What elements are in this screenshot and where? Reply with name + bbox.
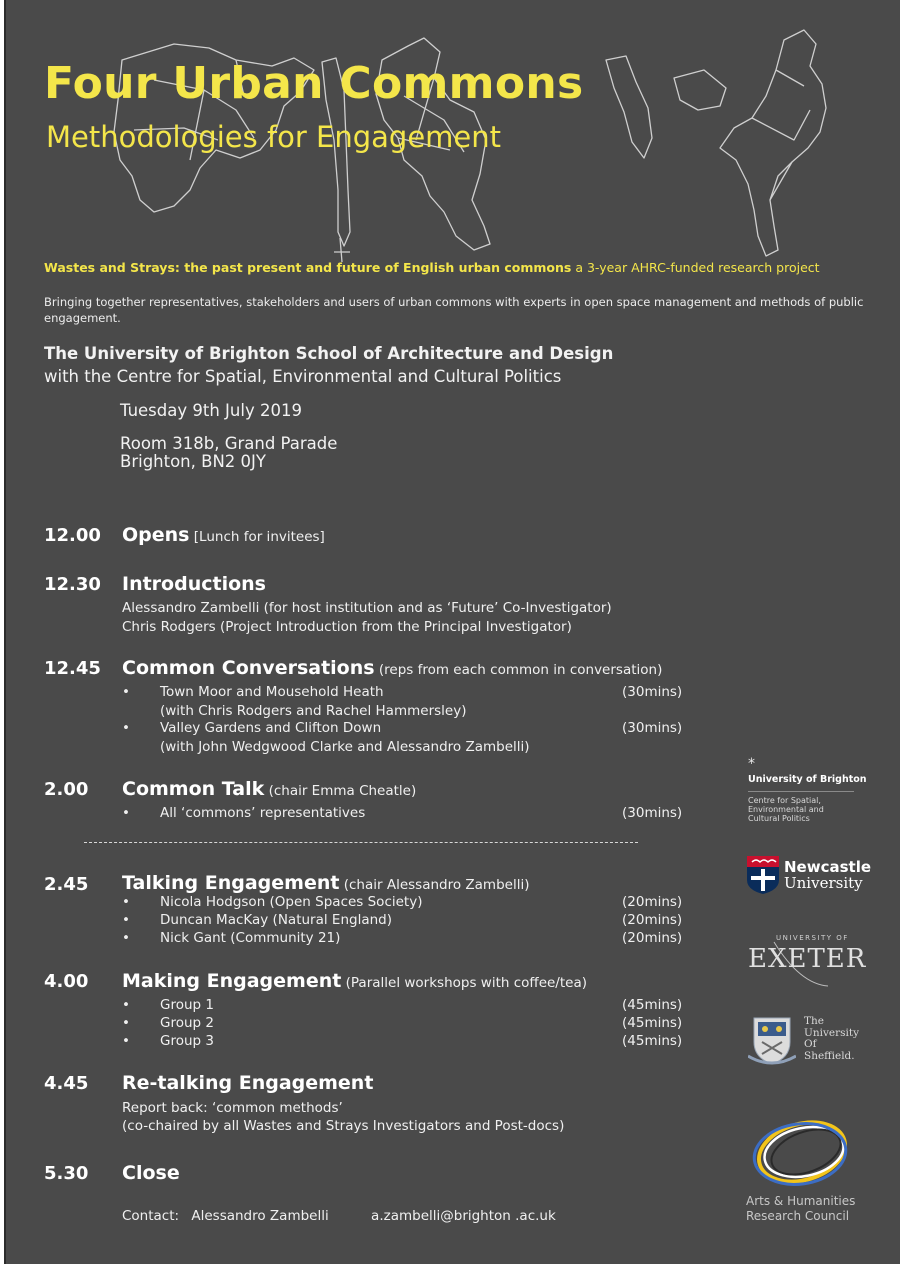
- sheffield-line: University: [804, 1026, 860, 1039]
- bullet-icon: •: [122, 997, 130, 1013]
- item-duration: (20mins): [622, 930, 683, 946]
- item-duration: (45mins): [622, 1015, 683, 1031]
- item-duration: (45mins): [622, 997, 683, 1013]
- ahrc-logo: [746, 1112, 870, 1223]
- contact-email[interactable]: a.zambelli@brighton .ac.uk: [371, 1208, 556, 1224]
- item-duration: (30mins): [622, 720, 683, 736]
- event-room: Room 318b, Grand Parade: [120, 434, 338, 453]
- bullet-icon: •: [122, 912, 130, 928]
- item-text: All ‘commons’ representatives: [160, 805, 366, 821]
- ahrc-line: Arts & Humanities: [746, 1194, 856, 1208]
- sheffield-name: [804, 1016, 859, 1062]
- session-title: Common Conversations: [122, 657, 375, 679]
- schedule-time: 12.30: [44, 574, 101, 595]
- session-title: Close: [122, 1162, 180, 1184]
- item-subtext: (with Chris Rodgers and Rachel Hammersley): [160, 703, 467, 719]
- project-description: a 3-year AHRC-funded research project: [571, 260, 820, 275]
- host-partner: with the Centre for Spatial, Environmental and Cultural Politics: [44, 367, 562, 386]
- schedule-time: 2.45: [44, 874, 89, 895]
- bullet-icon: •: [122, 805, 130, 821]
- sheffield-line: The: [804, 1015, 824, 1027]
- poster: [4, 0, 900, 1264]
- schedule-time: 4.45: [44, 1073, 89, 1094]
- ahrc-line: Research Council: [746, 1209, 850, 1223]
- item-duration: (30mins): [622, 684, 683, 700]
- contact-line: [122, 1208, 556, 1224]
- newcastle-crest-icon: [746, 856, 780, 894]
- schedule-time: 4.00: [44, 971, 89, 992]
- bullet-icon: •: [122, 720, 130, 736]
- brighton-rule: [748, 791, 854, 792]
- host-institution: The University of Brighton School of Architecture and Design: [44, 344, 614, 363]
- project-tagline: [44, 260, 820, 275]
- brighton-centre-line: Environmental and: [748, 805, 824, 814]
- session-title: Common Talk: [122, 778, 265, 800]
- schedule-time: 12.00: [44, 525, 101, 546]
- schedule-time: 2.00: [44, 779, 89, 800]
- schedule-time: 5.30: [44, 1163, 89, 1184]
- sheffield-logo: [748, 1014, 860, 1070]
- poster-title: Four Urban Commons: [44, 58, 584, 109]
- item-text: Town Moor and Mousehold Heath: [160, 684, 384, 700]
- session-note: (reps from each common in conversation): [374, 662, 663, 678]
- session-title: Introductions: [122, 573, 266, 595]
- newcastle-name: Newcastle: [784, 858, 872, 876]
- session-detail: Chris Rodgers (Project Introduction from the Principal Investigator): [122, 619, 572, 635]
- sheffield-crest-icon: [748, 1014, 796, 1066]
- item-text: Group 2: [160, 1015, 214, 1031]
- bullet-icon: •: [122, 930, 130, 946]
- ahrc-rings-icon: [746, 1112, 870, 1192]
- session-note: (Parallel workshops with coffee/tea): [341, 975, 587, 991]
- bullet-icon: •: [122, 1015, 130, 1031]
- sheffield-line: Of: [804, 1038, 817, 1050]
- schedule-heading: [122, 872, 529, 894]
- item-duration: (20mins): [622, 894, 683, 910]
- event-date: Tuesday 9th July 2019: [120, 401, 302, 420]
- brighton-centre-line: Centre for Spatial,: [748, 796, 821, 805]
- item-text: Duncan MacKay (Natural England): [160, 912, 392, 928]
- sheffield-line: Sheffield.: [804, 1049, 855, 1062]
- bullet-icon: •: [122, 1033, 130, 1049]
- item-text: Valley Gardens and Clifton Down: [160, 720, 382, 736]
- session-note: [Lunch for invitees]: [189, 529, 325, 545]
- item-text: Group 3: [160, 1033, 214, 1049]
- item-text: Nick Gant (Community 21): [160, 930, 341, 946]
- brighton-name: University of Brighton: [748, 774, 867, 785]
- schedule-time: 12.45: [44, 658, 101, 679]
- event-address: Brighton, BN2 0JY: [120, 452, 266, 471]
- brighton-star-icon: *: [748, 756, 755, 772]
- newcastle-logo: [746, 856, 872, 898]
- item-duration: (45mins): [622, 1033, 683, 1049]
- item-duration: (20mins): [622, 912, 683, 928]
- session-note: (chair Emma Cheatle): [264, 783, 417, 799]
- newcastle-university: University: [784, 874, 863, 892]
- schedule-heading: [122, 524, 325, 546]
- item-duration: (30mins): [622, 805, 683, 821]
- session-detail: (co-chaired by all Wastes and Strays Investigators and Post-docs): [122, 1118, 565, 1134]
- project-name: Wastes and Strays: the past present and future of English urban commons: [44, 260, 572, 275]
- bullet-icon: •: [122, 894, 130, 910]
- schedule-heading: [122, 778, 416, 800]
- poster-subtitle: Methodologies for Engagement: [46, 120, 502, 154]
- session-note: (chair Alessandro Zambelli): [339, 877, 530, 893]
- session-detail: Alessandro Zambelli (for host institution and as ‘Future’ Co-Investigator): [122, 600, 612, 616]
- ahrc-name: [746, 1194, 855, 1224]
- bullet-icon: •: [122, 684, 130, 700]
- event-location: [120, 435, 337, 471]
- schedule-heading: [122, 657, 662, 679]
- item-text: Group 1: [160, 997, 214, 1013]
- exeter-small-text: UNIVERSITY OF: [776, 934, 849, 942]
- brighton-logo: [748, 756, 867, 823]
- brighton-centre-line: Cultural Politics: [748, 814, 810, 823]
- contact-label: Contact:: [122, 1208, 180, 1224]
- session-title: Making Engagement: [122, 970, 342, 992]
- session-title: Talking Engagement: [122, 872, 340, 894]
- session-title: Re-talking Engagement: [122, 1072, 374, 1094]
- item-subtext: (with John Wedgwood Clarke and Alessandro Zambelli): [160, 739, 530, 755]
- exeter-name: EXETER: [748, 944, 867, 974]
- item-text: Nicola Hodgson (Open Spaces Society): [160, 894, 423, 910]
- session-detail: Report back: ‘common methods’: [122, 1100, 343, 1116]
- intro-text: Bringing together representatives, stakeholders and users of urban commons with experts in open space management and methods of public engagement.: [44, 295, 864, 325]
- contact-name: Alessandro Zambelli: [191, 1208, 329, 1224]
- schedule-heading: [122, 970, 587, 992]
- session-title: Opens: [122, 524, 190, 546]
- section-divider: [84, 842, 638, 843]
